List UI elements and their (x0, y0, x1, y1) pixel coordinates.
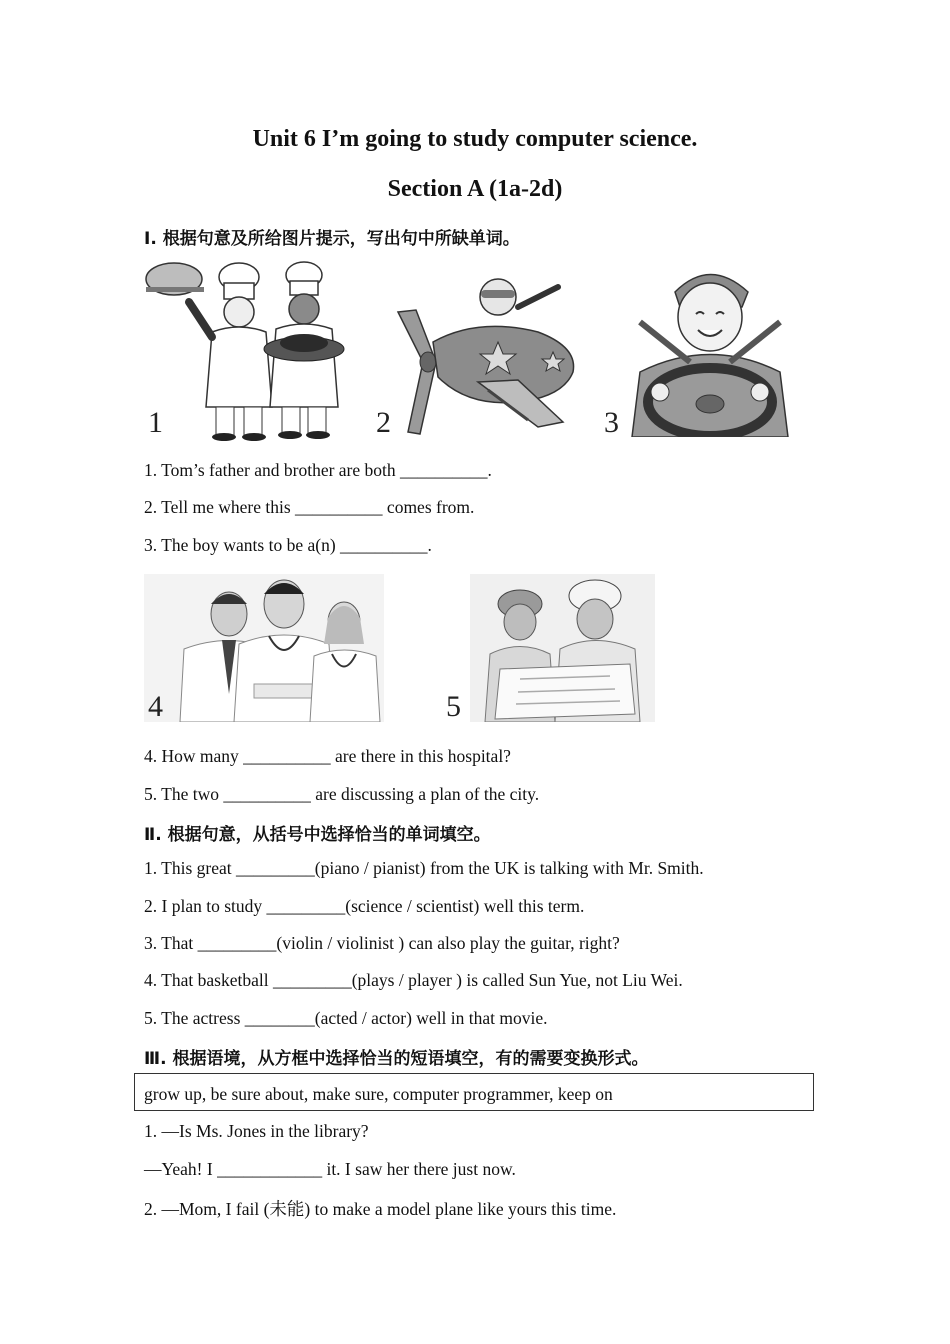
picture-number-2: 2 (376, 406, 391, 439)
chefs-picture (144, 257, 354, 442)
part2-sentence-3: 3. That _________(violin / violinist ) can also play the guitar, right? (144, 933, 620, 953)
picture-number-4: 4 (148, 690, 163, 723)
part1-sentence-1: 1. Tom’s father and brother are both __________. (144, 460, 492, 480)
part3-line-2: —Yeah! I ____________ it. I saw her there just now. (144, 1159, 516, 1179)
part1-sentence-3: 3. The boy wants to be a(n) __________. (144, 535, 432, 555)
part1-heading: Ⅰ. 根据句意及所给图片提示，写出句中所缺单词。 (144, 229, 520, 249)
part3-heading: Ⅲ. 根据语境，从方框中选择恰当的短语填空，有的需要变换形式。 (144, 1049, 649, 1069)
part3-line-3: 2. —Mom, I fail (未能) to make a model plane like yours this time. (144, 1199, 617, 1219)
part1-sentence-4: 4. How many __________ are there in this hospital? (144, 746, 511, 766)
driver-picture (630, 262, 790, 437)
part2-sentence-1: 1. This great _________(piano / pianist) from the UK is talking with Mr. Smith. (144, 858, 704, 878)
pilot-plane-picture (378, 262, 588, 440)
phrase-box (134, 1073, 814, 1111)
part1-sentence-2: 2. Tell me where this __________ comes from. (144, 497, 475, 517)
phrase-box-text: grow up, be sure about, make sure, computer programmer, keep on (144, 1084, 613, 1104)
picture-number-3: 3 (604, 406, 619, 439)
part2-sentence-5: 5. The actress ________(acted / actor) well in that movie. (144, 1008, 548, 1028)
part2-heading: Ⅱ. 根据句意，从括号中选择恰当的单词填空。 (144, 825, 491, 845)
part2-sentence-4: 4. That basketball _________(plays / player ) is called Sun Yue, not Liu Wei. (144, 970, 683, 990)
part1-sentence-5: 5. The two __________ are discussing a plan of the city. (144, 784, 540, 804)
part3-line-1: 1. —Is Ms. Jones in the library? (144, 1121, 369, 1141)
picture-number-1: 1 (148, 406, 163, 439)
engineers-picture (470, 574, 655, 722)
doctors-picture (144, 574, 384, 722)
unit-title: Unit 6 I’m going to study computer science. (252, 126, 698, 152)
picture-number-5: 5 (446, 690, 461, 723)
part2-sentence-2: 2. I plan to study _________(science / scientist) well this term. (144, 896, 585, 916)
section-title: Section A (1a-2d) (387, 176, 563, 202)
